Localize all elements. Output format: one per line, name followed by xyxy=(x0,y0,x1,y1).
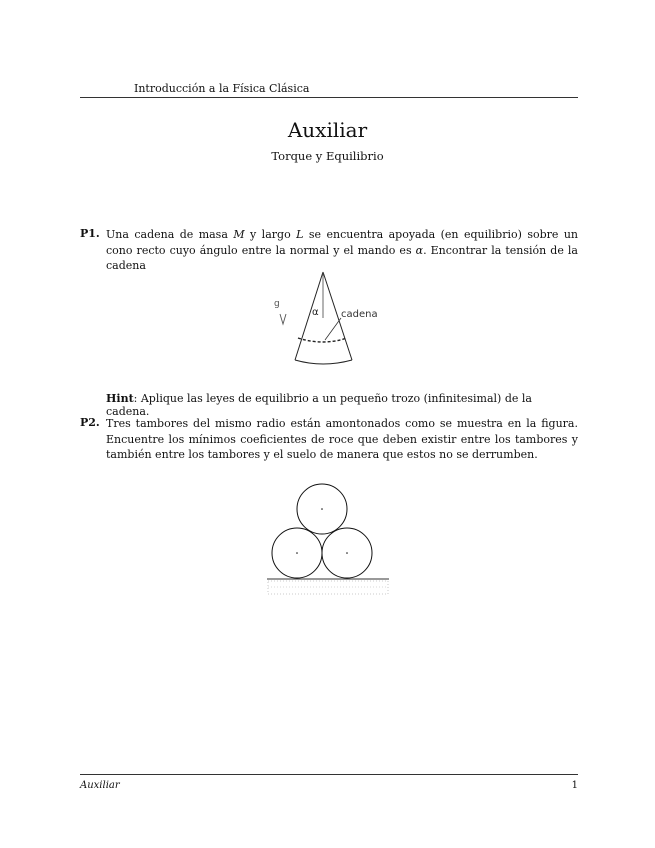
cone-figure xyxy=(265,268,395,368)
hint-text: : Aplique las leyes de equilibrio a un pequeño trozo (infinitesimal) de la cadena. xyxy=(106,392,532,418)
drum-bottom-right-center xyxy=(346,552,348,554)
gravity-arrowhead xyxy=(280,314,286,324)
cone-base-arc xyxy=(295,360,352,364)
chain-pointer-line xyxy=(325,318,341,340)
gravity-arrow xyxy=(274,299,286,324)
page-number: 1 xyxy=(571,780,578,791)
problem-2-label: P2. xyxy=(80,416,100,429)
hint xyxy=(106,392,578,418)
p1-text-c: se encuentra apoyada (en equilibrio) sobre un cono recto cuyo ángulo entre la normal y el mando es xyxy=(106,228,579,257)
header-rule xyxy=(80,97,578,98)
ground-hatching xyxy=(268,581,388,594)
p1-text-a: Una cadena de masa xyxy=(106,228,234,241)
cone-left-edge xyxy=(295,272,323,360)
chain-label: cadena xyxy=(341,309,378,320)
drums-figure xyxy=(265,478,393,598)
page-title: Auxiliar xyxy=(287,118,368,142)
problem-1-label: P1. xyxy=(80,227,100,240)
drum-bottom-left-center xyxy=(296,552,298,554)
p1-text-b: y largo xyxy=(244,228,297,241)
header-course-title: Introducción a la Física Clásica xyxy=(134,82,310,95)
chain-curve xyxy=(298,338,347,342)
footer-label: Auxiliar xyxy=(80,780,120,791)
problem-2-statement: Tres tambores del mismo radio están amontonados como se muestra en la figura. Encuentre los mínimos coeficientes de roce que deben existir entre los tambores y también entre los tambores y el suelo de manera que estos no se derrumben. xyxy=(106,417,578,461)
gravity-label: g xyxy=(274,299,280,309)
hint-label: Hint xyxy=(106,392,134,405)
drum-top-center xyxy=(321,508,323,510)
footer-rule xyxy=(80,774,578,775)
problem-1-statement xyxy=(106,227,578,274)
alpha-label: α xyxy=(312,307,319,318)
var-alpha: α xyxy=(415,243,424,257)
page-subtitle: Torque y Equilibrio xyxy=(271,149,384,163)
var-m: M xyxy=(233,228,245,241)
p1-text-d: . Encontrar la tensión de la cadena xyxy=(106,243,578,272)
var-l: L xyxy=(296,228,304,241)
